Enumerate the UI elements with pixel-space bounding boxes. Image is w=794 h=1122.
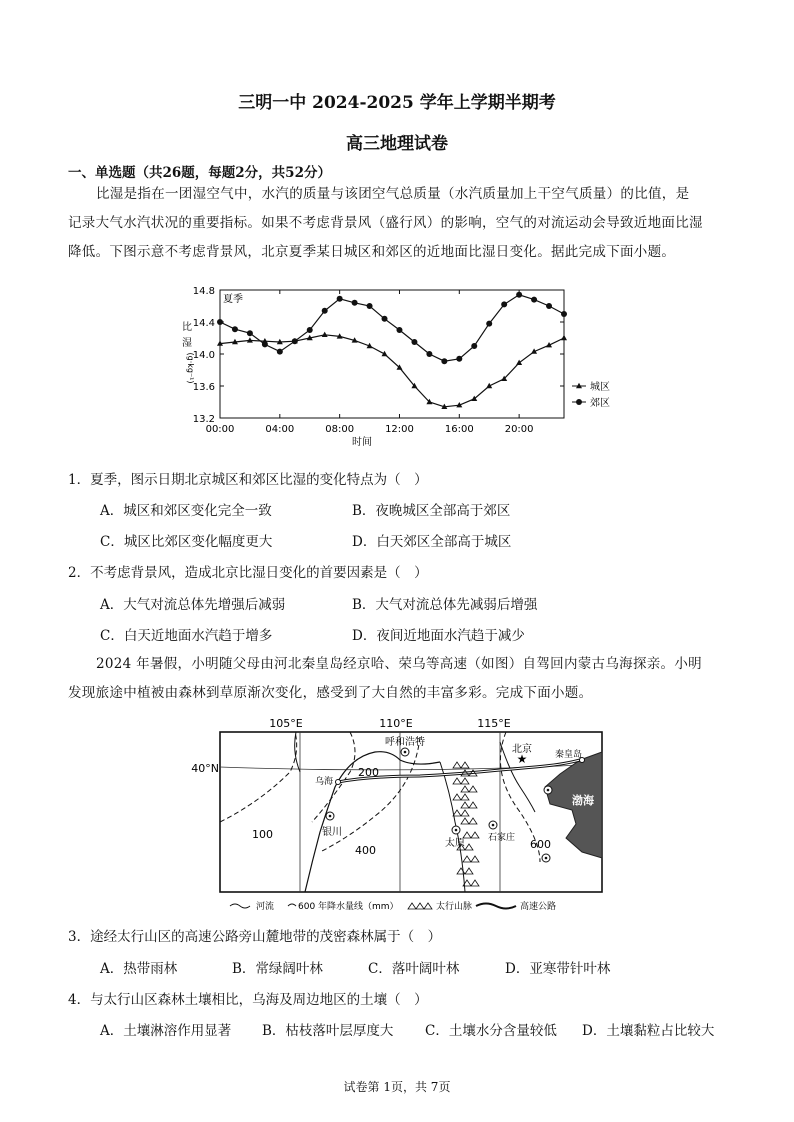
data-point-suburb	[382, 316, 388, 322]
isohyet-600-label: 600	[530, 838, 551, 851]
question-1-option-d[interactable]: D．白天郊区全部高于城区	[352, 534, 512, 550]
data-point-suburb	[456, 356, 462, 362]
legend-isohyet-icon	[288, 904, 296, 906]
taiyuan-marker-dot	[455, 829, 458, 832]
legend-river-label: 河流	[256, 902, 275, 912]
y-tick-label: 14.4	[192, 318, 215, 329]
data-point-suburb	[396, 327, 402, 333]
question-2-stem: 2．不考虑背景风，造成北京比湿日变化的首要因素是（ ）	[68, 565, 428, 581]
passage-2-line-1: 2024 年暑假，小明随父母由河北秦皇岛经京哈、荣乌等高速（如图）自驾回内蒙古乌海探亲。小明	[96, 656, 702, 672]
passage-1-line-3: 降低。下图示意不考虑背景风，北京夏季某日城区和郊区的近地面比湿日变化。据此完成下面小题。	[68, 244, 676, 260]
question-3-option-d[interactable]: D．亚寒带针叶林	[505, 961, 611, 977]
question-2-option-b[interactable]: B．大气对流总体先减弱后增强	[352, 597, 538, 613]
data-point-suburb	[352, 300, 358, 306]
passage-2-line-2: 发现旅途中植被由森林到草原渐次变化，感受到了大自然的丰富多彩。完成下面小题。	[68, 685, 593, 701]
data-point-suburb	[247, 330, 253, 336]
legend-river-icon	[230, 904, 250, 908]
question-2-option-d[interactable]: D．夜间近地面水汽趋于减少	[352, 628, 525, 644]
data-point-suburb	[426, 351, 432, 357]
question-3-option-a[interactable]: A．热带雨林	[100, 961, 178, 977]
data-point-suburb	[262, 341, 268, 347]
route-map	[191, 712, 612, 916]
legend-marker-suburb	[576, 399, 582, 405]
qinhuangdao-label: 秦皇岛	[555, 750, 583, 760]
legend-label-1: 城区	[590, 382, 610, 393]
data-point-suburb	[337, 296, 343, 302]
question-4-option-b[interactable]: B．枯枝落叶层厚度大	[262, 1023, 394, 1039]
data-point-suburb	[277, 349, 283, 355]
beijing-label: 北京	[512, 744, 532, 755]
jinan-marker-dot	[545, 857, 548, 860]
legend-isohyet-value: 600	[298, 902, 316, 912]
chart-season-label: 夏季	[223, 294, 243, 305]
yinchuan-marker-dot	[329, 815, 332, 818]
data-point-suburb	[501, 301, 507, 307]
exam-title: 三明一中 2024-2025 学年上学期半期考	[238, 93, 556, 113]
x-tick-label: 12:00	[385, 424, 414, 435]
passage-1-line-2: 记录大气水汽状况的重要指标。如果不考虑背景风（盛行风）的影响，空气的对流运动会导致近地面比湿	[68, 215, 703, 231]
data-point-suburb	[322, 308, 328, 314]
tianjin-marker-dot	[547, 789, 550, 792]
data-point-suburb	[561, 311, 567, 317]
passage-2	[68, 650, 728, 708]
question-2-option-c[interactable]: C．白天近地面水汽趋于增多	[100, 628, 273, 644]
data-point-suburb	[292, 338, 298, 344]
question-1-option-b[interactable]: B．夜晚城区全部高于郊区	[352, 503, 511, 519]
lon-115-label: 115°E	[477, 717, 511, 730]
question-1-option-a[interactable]: A．城区和郊区变化完全一致	[100, 503, 272, 519]
legend-label-2: 郊区	[590, 398, 610, 409]
section-heading: 一、单选题（共26题，每题2分，共52分）	[68, 165, 331, 181]
question-1-option-c[interactable]: C．城区比郊区变化幅度更大	[100, 534, 273, 550]
chart-y-axis-unit: (g·kg⁻¹)	[186, 352, 195, 384]
chart-y-axis-title-1: 比	[182, 322, 192, 333]
hohhot-marker-dot	[404, 751, 407, 754]
legend-mountain-icon	[408, 903, 432, 909]
legend-mountain-label: 太行山脉	[436, 902, 473, 912]
x-tick-label: 00:00	[205, 424, 235, 435]
data-point-suburb	[367, 303, 373, 309]
legend-highway-label: 高速公路	[520, 902, 557, 912]
chart-plot-frame	[220, 290, 564, 418]
page-footer: 试卷第 1页，共 7页	[343, 1080, 451, 1094]
question-3-option-b[interactable]: B．常绿阔叶林	[232, 961, 323, 977]
legend-highway-icon	[476, 904, 516, 909]
chart-x-axis-title: 时间	[352, 437, 372, 448]
exam-subtitle: 高三地理试卷	[346, 134, 448, 154]
taiyuan-label: 太原	[445, 838, 465, 849]
question-2-option-a[interactable]: A．大气对流总体先增强后减弱	[100, 597, 286, 613]
x-tick-label: 16:00	[444, 424, 474, 435]
data-point-suburb	[471, 343, 477, 349]
lon-105-label: 105°E	[269, 717, 303, 730]
lon-110-label: 110°E	[379, 717, 413, 730]
humidity-line-chart	[170, 282, 630, 452]
data-point-suburb	[411, 339, 417, 345]
y-tick-label: 13.6	[192, 382, 215, 393]
question-4-option-a[interactable]: A．土壤淋溶作用显著	[100, 1023, 232, 1039]
bohai-label: 渤海	[572, 794, 594, 807]
lat-40-label: 40°N	[191, 762, 219, 775]
isohyet-400-label: 400	[355, 844, 376, 857]
chart-y-axis-title-2: 湿	[182, 338, 192, 349]
shijiazhuang-marker-dot	[492, 824, 495, 827]
data-point-suburb	[531, 297, 537, 303]
data-point-suburb	[232, 326, 238, 332]
question-4-stem: 4．与太行山区森林土壤相比，乌海及周边地区的土壤（ ）	[68, 992, 428, 1008]
question-3-stem: 3．途经太行山区的高速公路旁山麓地带的茂密森林属于（ ）	[68, 929, 442, 945]
shijiazhuang-label: 石家庄	[488, 833, 516, 843]
data-point-suburb	[441, 358, 447, 364]
data-point-suburb	[546, 303, 552, 309]
data-point-suburb	[486, 321, 492, 327]
y-tick-label: 13.2	[192, 414, 215, 425]
y-tick-label: 14.8	[192, 286, 215, 297]
question-1-stem: 1．夏季，图示日期北京城区和郊区比湿的变化特点为（ ）	[68, 472, 428, 488]
data-point-suburb	[307, 327, 313, 333]
hohhot-label: 呼和浩特	[385, 737, 425, 748]
x-tick-label: 20:00	[504, 424, 534, 435]
question-4-option-c[interactable]: C．土壤水分含量较低	[425, 1023, 557, 1039]
legend-isohyet-label: 年降水量线（mm）	[318, 902, 399, 912]
y-tick-label: 14.0	[192, 350, 215, 361]
passage-1-line-1: 比湿是指在一团湿空气中，水汽的质量与该团空气总质量（水汽质量加上干空气质量）的比值，是	[96, 186, 690, 202]
x-tick-label: 04:00	[265, 424, 295, 435]
isohyet-200-label: 200	[358, 766, 379, 779]
isohyet-100-label: 100	[252, 828, 273, 841]
wuhai-label: 乌海	[315, 777, 334, 787]
x-tick-label: 08:00	[325, 424, 355, 435]
passage-1	[68, 180, 728, 267]
beijing-star-icon: ★	[516, 752, 528, 766]
question-3-option-c[interactable]: C．落叶阔叶林	[368, 961, 460, 977]
wuhai-marker	[336, 780, 341, 785]
question-4-option-d[interactable]: D．土壤黏粒占比较大	[582, 1023, 715, 1039]
yinchuan-label: 银川	[322, 827, 342, 838]
map-frame	[220, 732, 602, 892]
data-point-suburb	[516, 292, 522, 298]
data-point-suburb	[217, 319, 223, 325]
